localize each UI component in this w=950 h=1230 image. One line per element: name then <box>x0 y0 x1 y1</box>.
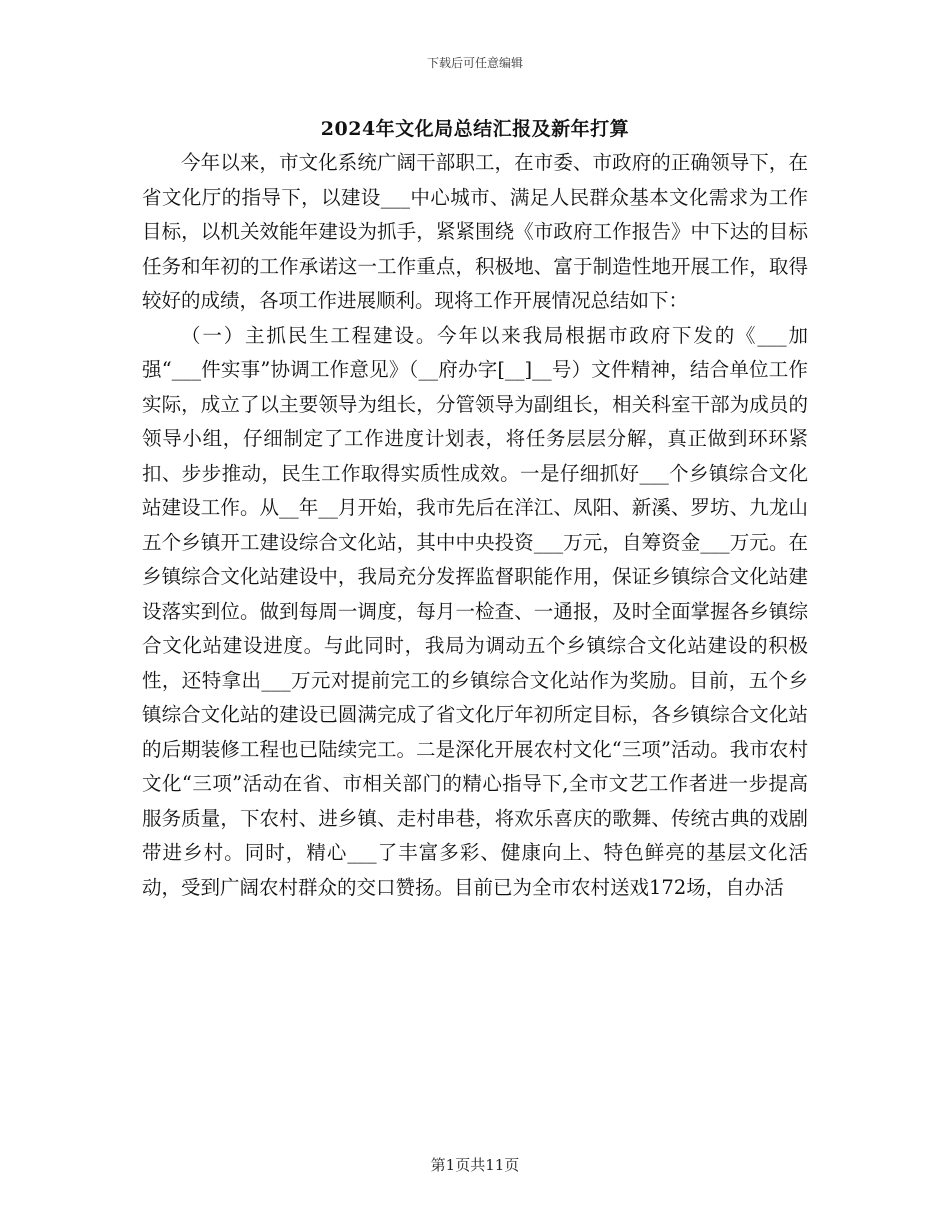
document-body <box>142 146 808 905</box>
document-title: 2024年文化局总结汇报及新年打算 <box>320 118 630 140</box>
paragraph-section-1: （一）主抓民生工程建设。今年以来我局根据市政府下发的《___加强“___件实事”协调工作意见》（__府办字[__]__号）文件精神，结合单位工作实际，成立了以主要领导为组长，分管领导为副组长，相关科室干部为成员的领导小组，仔细制定了工作进度计划表，将任务层层分解，真正做到环环紧扣、步步推动，民生工作取得实质性成效。一是仔细抓好___个乡镇综合文化站建设工作。从__年__月开始，我市先后在洋江、凤阳、新溪、罗坊、九龙山五个乡镇开工建设综合文化站，其中中央投资___万元，自筹资金___万元。在乡镇综合文化站建设中，我局充分发挥监督职能作用，保证乡镇综合文化站建设落实到位。做到每周一调度，每月一检查、一通报，及时全面掌握各乡镇综合文化站建设进度。与此同时，我局为调动五个乡镇综合文化站建设的积极性，还特拿出___万元对提前完工的乡镇综合文化站作为奖励。目前，五个乡镇综合文化站的建设已圆满完成了省文化厅年初所定目标，各乡镇综合文化站的后期装修工程也已陆续完工。二是深化开展农村文化“三项”活动。我市农村文化“三项”活动在省、市相关部门的精心指导下,全市文艺工作者进一步提高服务质量，下农村、进乡镇、走村串巷，将欢乐喜庆的歌舞、传统古典的戏剧带进乡村。同时，精心___了丰富多彩、健康向上、特色鲜亮的基层文化活动，受到广阔农村群众的交口赞扬。目前已为全市农村送戏172场，自办活 <box>142 323 808 899</box>
paragraph-intro: 今年以来，市文化系统广阔干部职工，在市委、市政府的正确领导下，在省文化厅的指导下，以建设___中心城市、满足人民群众基本文化需求为工作目标，以机关效能年建设为抓手，紧紧围绕《市政府工作报告》中下达的目标任务和年初的工作承诺这一工作重点，积极地、富于制造性地开展工作，取得较好的成绩，各项工作进展顺利。现将工作开展情况总结如下： <box>142 151 808 312</box>
page-footer: 第1页共11页 <box>430 1156 520 1174</box>
header-note: 下载后可任意编辑 <box>426 56 523 70</box>
